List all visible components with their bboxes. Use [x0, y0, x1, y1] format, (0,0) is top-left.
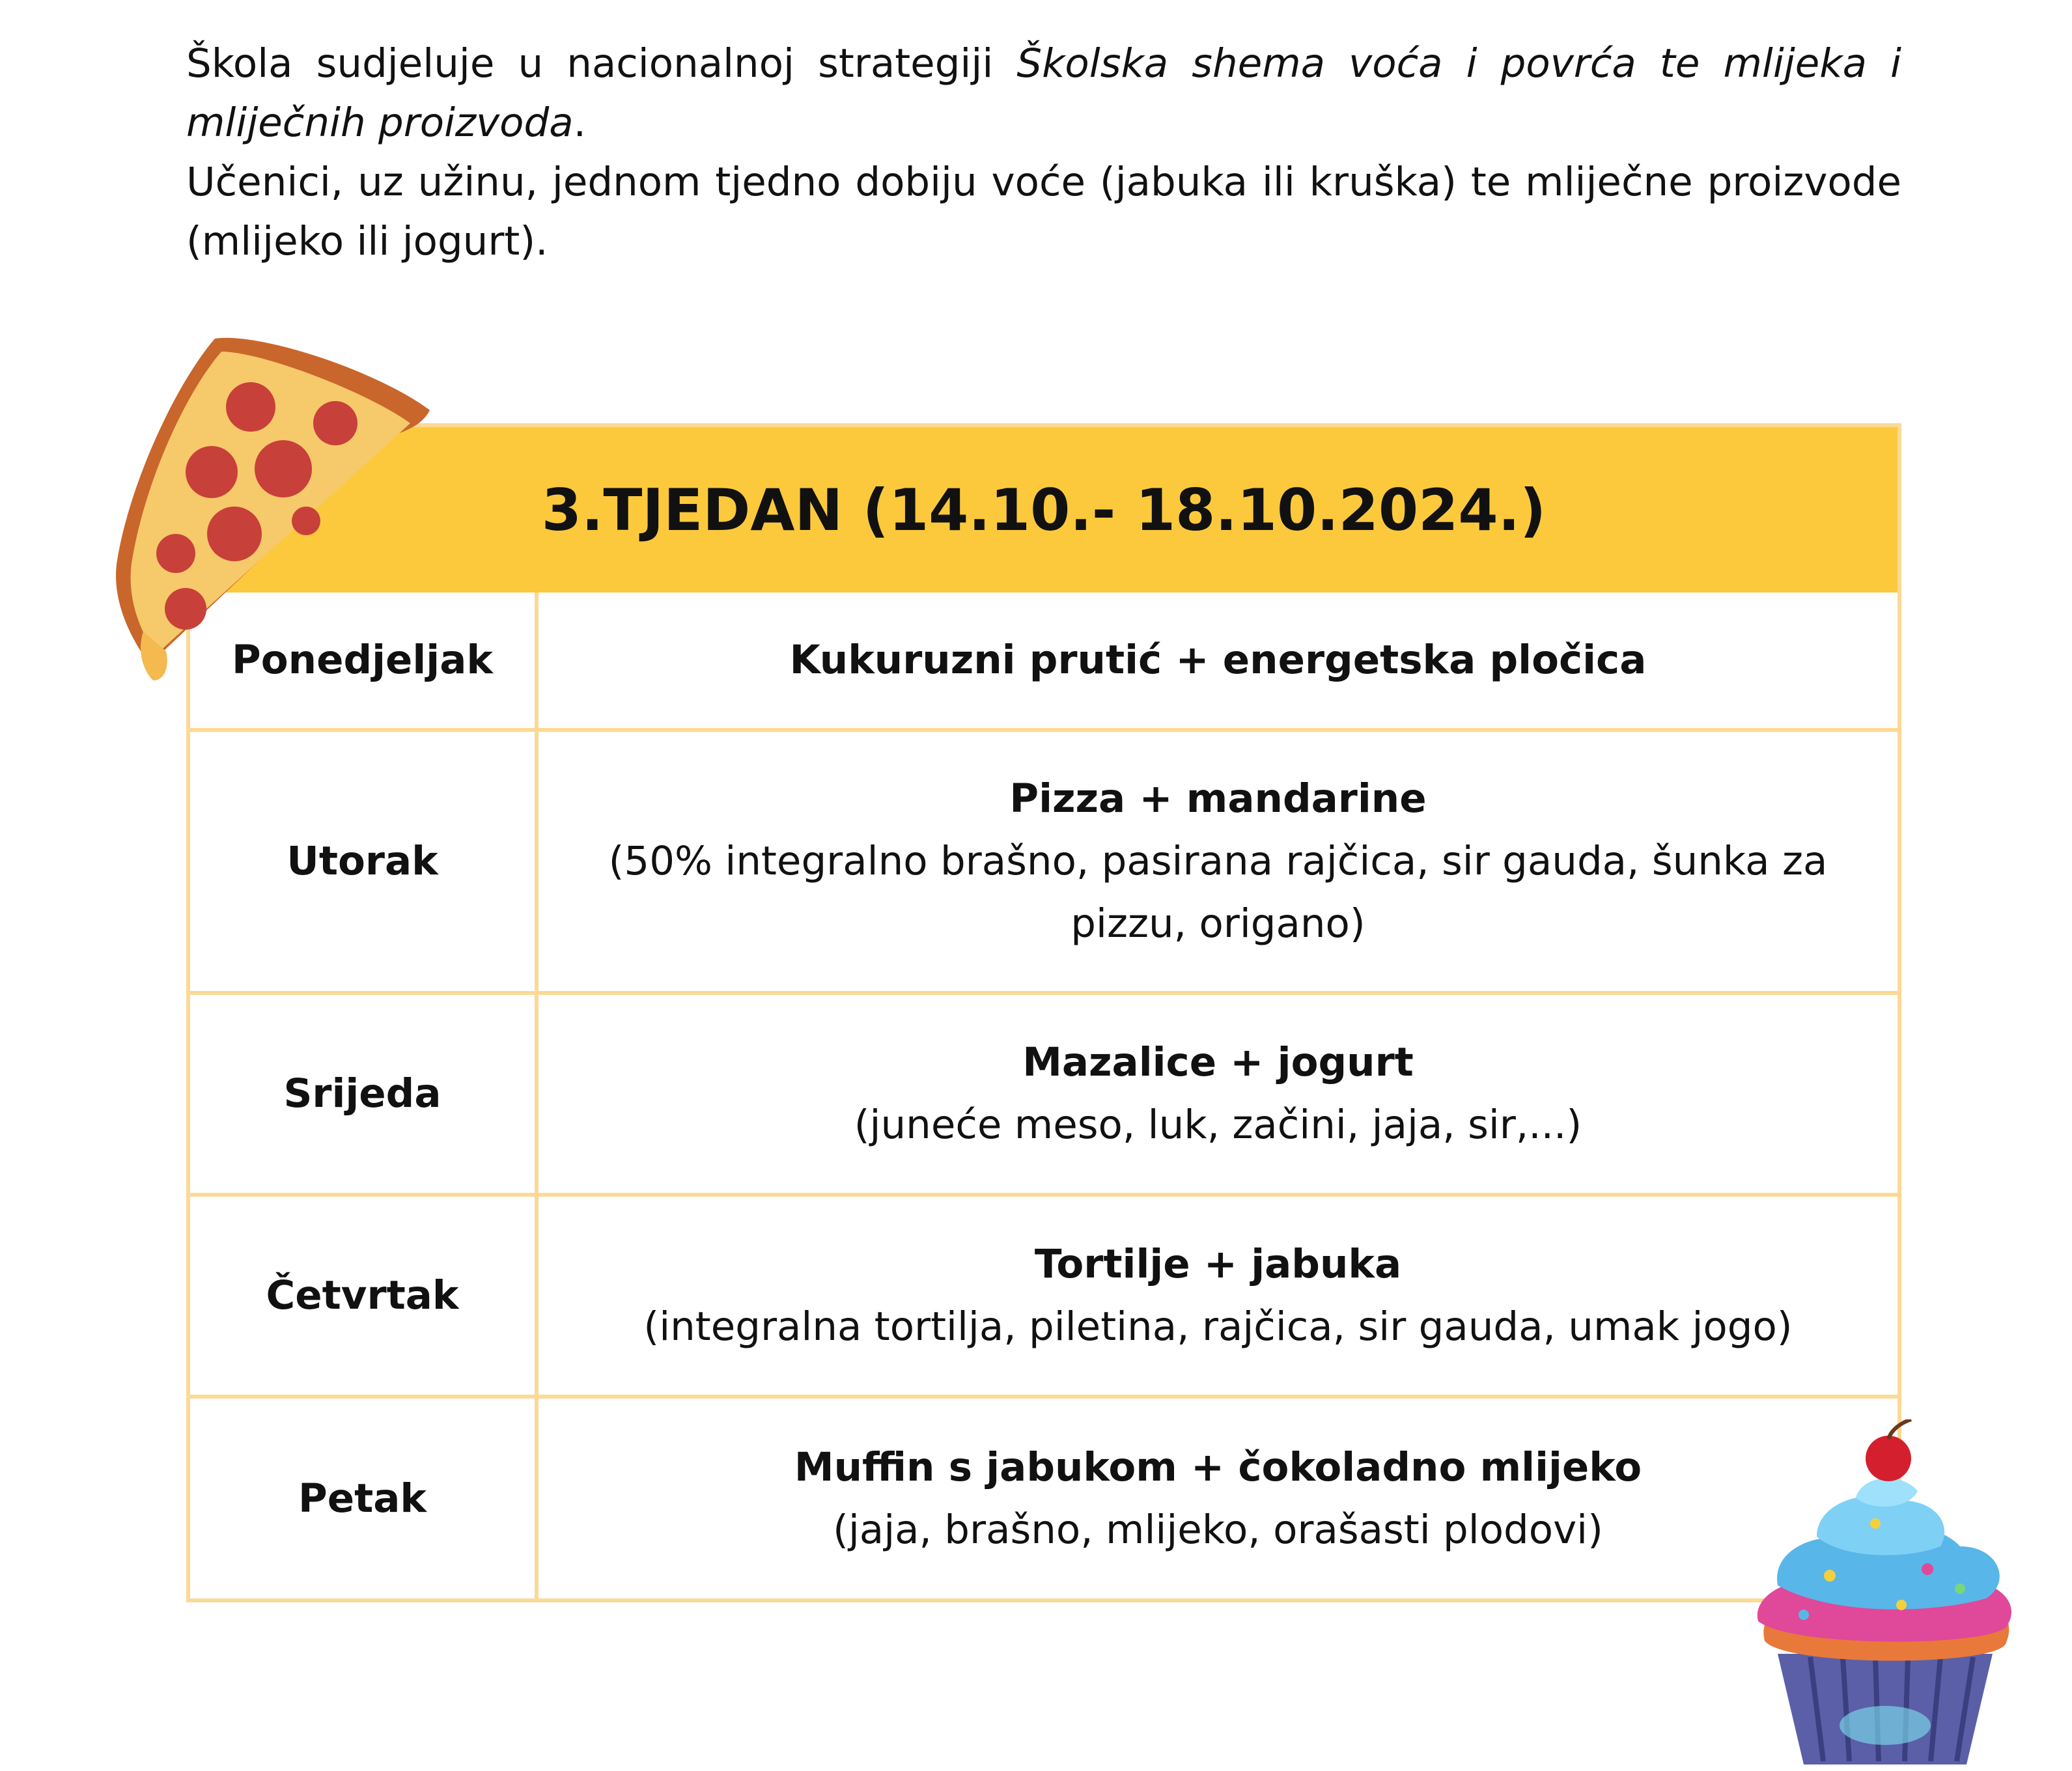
dish-ingredients: (jaja, brašno, mlijeko, orašasti plodovi) — [833, 1506, 1603, 1553]
food-cell — [537, 1195, 1897, 1397]
intro-paragraph-1 — [186, 34, 1901, 152]
food-cell — [537, 730, 1897, 993]
menu-row-monday — [190, 593, 1897, 730]
dish-name: Tortilje + jabuka — [1034, 1241, 1402, 1287]
program-name: Školska shema voća i povrća te mlijeka i mliječnih proizvoda — [186, 40, 1902, 146]
food-cell — [537, 993, 1897, 1195]
day-cell: Ponedjeljak — [190, 593, 537, 730]
dish-name: Mazalice + jogurt — [1022, 1039, 1414, 1085]
menu-row-wednesday — [190, 993, 1897, 1195]
day-cell: Srijeda — [190, 993, 537, 1195]
menu-row-friday — [190, 1397, 1897, 1598]
intro-prefix: Škola sudjeluje u nacionalnoj strategiji — [186, 40, 1017, 87]
dish-name: Kukuruzni prutić + energetska pločica — [789, 637, 1647, 683]
dish-ingredients: (juneće meso, luk, začini, jaja, sir,...) — [854, 1102, 1582, 1148]
dish-name: Muffin s jabukom + čokoladno mlijeko — [794, 1443, 1642, 1490]
cupcake-icon — [1732, 1419, 2038, 1771]
intro-suffix: . — [573, 100, 586, 146]
intro-paragraph-2: Učenici, uz užinu, jednom tjedno dobiju voće (jabuka ili kruška) te mliječne proizvode (mlijeko ili jogurt). — [186, 159, 1901, 264]
dish-ingredients: (50% integralno brašno, pasirana rajčica, sir gauda, šunka za pizzu, origano) — [608, 838, 1828, 947]
day-cell: Utorak — [190, 730, 537, 993]
day-cell: Četvrtak — [190, 1195, 537, 1397]
menu-grid — [190, 593, 1897, 1598]
food-cell — [537, 593, 1897, 730]
weekly-menu-table — [186, 423, 1901, 1602]
intro-text — [186, 34, 1901, 271]
dish-ingredients: (integralna tortilja, piletina, rajčica, sir gauda, umak jogo) — [643, 1304, 1793, 1350]
menu-row-thursday — [190, 1195, 1897, 1397]
pizza-slice-icon — [104, 326, 443, 690]
dish-name: Pizza + mandarine — [1009, 775, 1427, 822]
menu-title: 3.TJEDAN (14.10.- 18.10.2024.) — [190, 427, 1897, 593]
menu-row-tuesday — [190, 730, 1897, 993]
food-cell — [537, 1397, 1897, 1598]
day-cell: Petak — [190, 1397, 537, 1598]
